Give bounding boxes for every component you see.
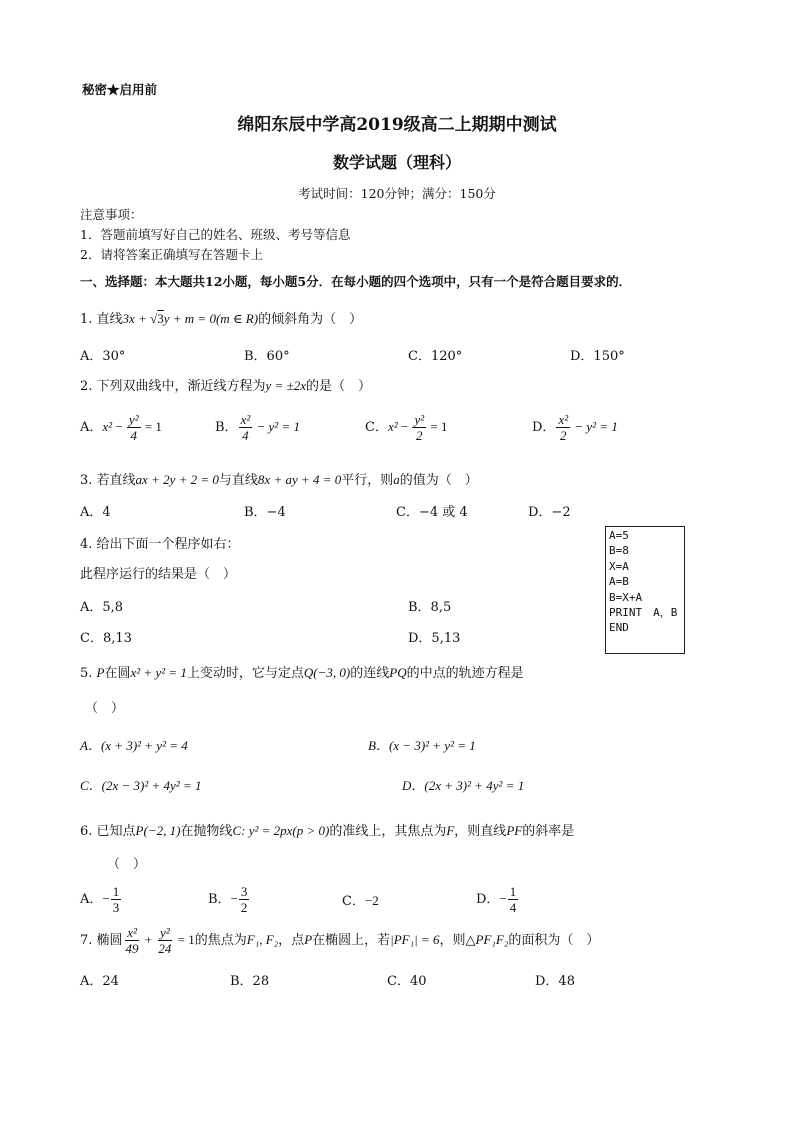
option-c: C．40 <box>387 974 427 989</box>
program-line: A=B <box>609 575 629 589</box>
notes-heading: 注意事项： <box>80 207 143 222</box>
secret-label: 秘密★启用前 <box>82 82 158 97</box>
program-box <box>605 526 685 654</box>
option-b: B．28 <box>230 974 270 989</box>
exam-title: 绵阳东辰中学高2019级高二上期期中测试 <box>237 115 557 135</box>
option-a: A．30° <box>80 349 126 364</box>
program-line: A=5 <box>609 529 629 542</box>
program-line: PRINT A，B <box>609 606 678 620</box>
option-c: C．−4 或 4 <box>396 505 468 520</box>
question-3: 3. 若直线ax + 2y + 2 = 0与直线8x + ay + 4 = 0平行，则a的值为（ ） <box>80 472 478 488</box>
option-b: B．− $\frac{3}{2}$ <box>208 884 248 915</box>
option-d: D．− $\frac{1}{4}$ <box>476 884 517 915</box>
question-6: 6. 已知点P(−2, 1)在抛物线C: y² = 2px(p > 0)的准线上，其焦点为F，则直线PF的斜率是 <box>80 823 575 839</box>
option-a: A．4 <box>80 505 111 520</box>
option-d: D．(2x + 3)² + 4y² = 1 <box>402 778 525 793</box>
program-line: B=8 <box>609 544 629 558</box>
option-d: D．5,13 <box>408 631 461 646</box>
option-b: B． $\frac{\text{x²}}{4}$ − y² = 1 <box>215 412 300 443</box>
option-c: C．120° <box>408 349 463 364</box>
option-c: C．x² − $\frac{\text{y²}}{2}$ = 1 <box>365 412 448 443</box>
option-a: A．5,8 <box>80 600 124 615</box>
answer-paren: （ ） <box>85 701 125 716</box>
option-c: C．(2x − 3)² + 4y² = 1 <box>80 778 202 793</box>
section-heading: 一、选择题：本大题共12小题，每小题5分．在每小题的四个选项中，只有一个是符合题目要求的． <box>80 274 632 289</box>
option-b: B．−4 <box>244 505 286 520</box>
question-4: 4. 给出下面一个程序如右： <box>80 537 240 552</box>
option-d: D． $\frac{\text{x²}}{2}$ − y² = 1 <box>532 412 618 443</box>
option-d: D．48 <box>535 974 575 989</box>
option-d: D．150° <box>570 349 625 364</box>
option-b: B．60° <box>244 349 290 364</box>
option-a: A．(x + 3)² + y² = 4 <box>80 738 188 753</box>
exam-info: 考试时间：120分钟；满分：150分 <box>298 186 496 201</box>
program-line: X=A <box>609 559 629 573</box>
option-c: C．8,13 <box>80 631 132 646</box>
question-4-prompt: 此程序运行的结果是（ ） <box>80 567 237 582</box>
option-a: A．x² − $\frac{\text{y²}}{4}$ = 1 <box>80 412 162 443</box>
question-5: 5. P在圆x² + y² = 1上变动时，它与定点Q(−3, 0)的连线PQ的中点的轨迹方程是 <box>80 665 524 681</box>
option-a: A．24 <box>80 974 119 989</box>
exam-subtitle: 数学试题（理科） <box>332 153 461 172</box>
answer-paren: （ ） <box>107 857 147 872</box>
option-a: A．− $\frac{1}{3}$ <box>80 884 120 915</box>
question-2: 2. 下列双曲线中，渐近线方程为y = ±2x的是（ ） <box>80 378 372 394</box>
option-c: C．−2 <box>342 893 379 909</box>
question-1: 1. 直线3x + √3y + m = 0(m ∈ R)的倾斜角为（ ） <box>80 311 363 327</box>
program-line: B=X+A <box>609 590 643 604</box>
program-line: END <box>609 621 629 635</box>
option-b: B．8,5 <box>408 600 452 615</box>
option-b: B．(x − 3)² + y² = 1 <box>368 738 476 753</box>
option-d: D．−2 <box>528 505 571 520</box>
question-7: 7. 椭圆 $\frac{\text{x²}}{49}$ + $\frac{\text{y²}}{24}$ = 1的焦点为F₁, F₂，点P在椭圆上，若|PF₁| = 6，则△PF₁F₂的面积为（ ） <box>80 925 600 956</box>
note-item: 2．请将答案正确填写在答题卡上 <box>80 247 263 262</box>
note-item: 1．答题前填写好自己的姓名、班级、考号等信息 <box>80 227 351 242</box>
